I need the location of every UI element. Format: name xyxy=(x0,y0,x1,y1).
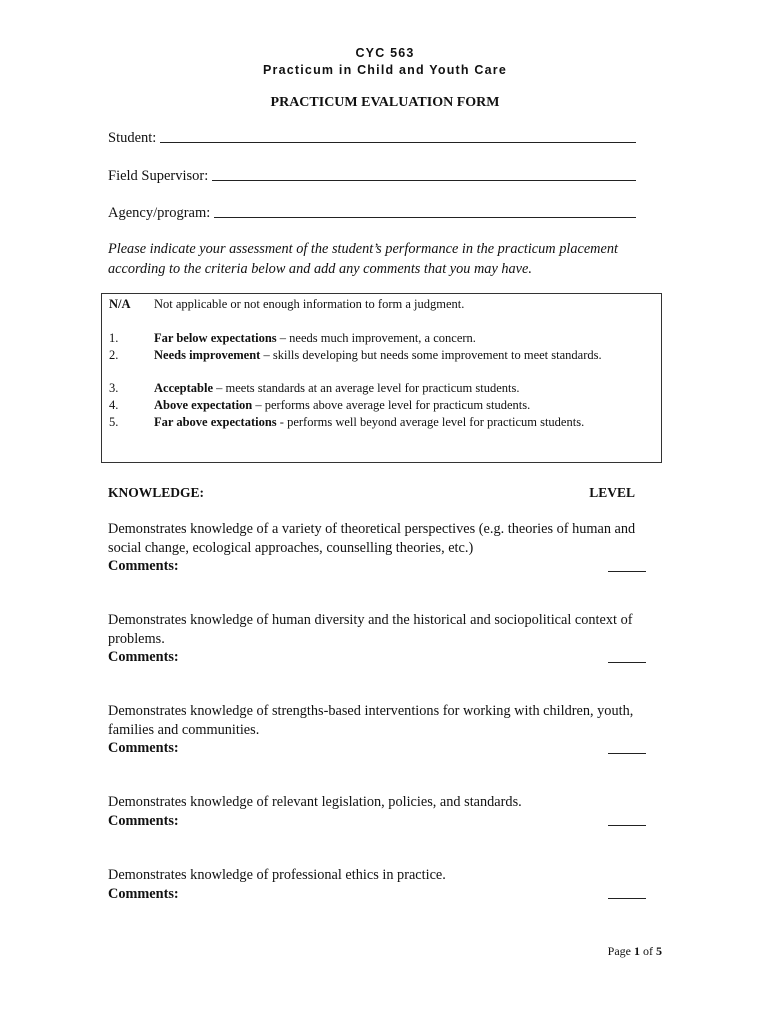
item-text: Demonstrates knowledge of relevant legislation, policies, and standards. xyxy=(108,794,522,810)
agency-program-label: Agency/program: xyxy=(108,205,211,221)
scale-row-5 xyxy=(109,414,624,431)
page-number xyxy=(608,944,662,959)
page-total: 5 xyxy=(656,944,662,958)
comments-label: Comments: xyxy=(108,558,179,574)
level-input-line[interactable] xyxy=(608,825,646,826)
knowledge-item-4 xyxy=(108,793,660,830)
form-title: PRACTICUM EVALUATION FORM xyxy=(270,95,500,110)
item-text: Demonstrates knowledge of a variety of theoretical perspectives (e.g. theories of human and social change, ecological approaches, counselling theories, etc.) xyxy=(108,521,636,556)
rating-scale-legend xyxy=(101,293,662,463)
scale-key: 2. xyxy=(109,348,119,362)
agency-program-field xyxy=(108,203,636,222)
of-word: of xyxy=(643,944,653,958)
scale-key: 5. xyxy=(109,415,119,429)
level-input-line[interactable] xyxy=(608,662,646,663)
level-input-line[interactable] xyxy=(608,898,646,899)
item-text: Demonstrates knowledge of professional ethics in practice. xyxy=(108,867,446,883)
scale-desc: - performs well beyond average level for practicum students. xyxy=(276,415,585,429)
item-text: Demonstrates knowledge of strengths-based interventions for working with children, youth, families and communities. xyxy=(108,703,634,738)
scale-key: N/A xyxy=(109,297,131,311)
knowledge-item-5 xyxy=(108,866,660,903)
field-supervisor-label: Field Supervisor: xyxy=(108,168,209,184)
instructions: Please indicate your assessment of the student’s performance in the practicum placement according to the criteria below and add any comments that you may have. xyxy=(108,241,618,277)
scale-text: Not applicable or not enough information to form a judgment. xyxy=(154,297,465,311)
scale-row-2 xyxy=(109,347,624,364)
scale-desc: – performs above average level for practicum students. xyxy=(252,398,531,412)
scale-text xyxy=(154,330,624,347)
scale-row-4 xyxy=(109,397,624,414)
field-supervisor-field xyxy=(108,166,636,185)
comments-label: Comments: xyxy=(108,740,179,756)
scale-term: Acceptable xyxy=(154,381,214,395)
scale-row-na xyxy=(109,296,624,313)
scale-desc: – skills developing but needs some improvement to meet standards. xyxy=(260,348,602,362)
field-supervisor-input-line[interactable] xyxy=(212,166,636,181)
scale-key: 3. xyxy=(109,381,119,395)
page-word: Page xyxy=(607,944,631,958)
scale-desc: – needs much improvement, a concern. xyxy=(276,331,476,345)
student-input-line[interactable] xyxy=(160,128,636,143)
comments-label: Comments: xyxy=(108,649,179,665)
comments-label: Comments: xyxy=(108,812,179,829)
page-current: 1 xyxy=(634,944,640,958)
level-input-line[interactable] xyxy=(608,753,646,754)
level-column-label: LEVEL xyxy=(589,485,635,500)
student-label: Student: xyxy=(108,130,157,146)
scale-text xyxy=(154,414,624,431)
scale-row-3 xyxy=(109,380,624,397)
knowledge-item-2 xyxy=(108,611,660,667)
item-text: Demonstrates knowledge of human diversity and the historical and sociopolitical context of problems. xyxy=(108,612,633,647)
scale-term: Above expectation xyxy=(154,398,253,412)
scale-key: 4. xyxy=(109,398,119,412)
knowledge-section-header xyxy=(108,485,635,501)
section-title: KNOWLEDGE: xyxy=(108,485,205,500)
agency-program-input-line[interactable] xyxy=(214,203,636,218)
knowledge-item-3 xyxy=(108,702,660,758)
scale-desc: – meets standards at an average level for practicum students. xyxy=(213,381,520,395)
scale-row-1 xyxy=(109,330,624,347)
knowledge-item-1 xyxy=(108,520,660,576)
scale-term: Far above expectations xyxy=(154,415,277,429)
course-code: CYC 563 xyxy=(355,46,415,60)
scale-text xyxy=(154,347,624,364)
scale-text xyxy=(154,397,624,414)
scale-term: Needs improvement xyxy=(154,348,261,362)
comments-label: Comments: xyxy=(108,885,179,902)
scale-key: 1. xyxy=(109,331,119,345)
course-name: Practicum in Child and Youth Care xyxy=(262,63,508,77)
scale-text xyxy=(154,380,624,397)
student-field xyxy=(108,128,636,147)
scale-term: Far below expectations xyxy=(154,331,277,345)
level-input-line[interactable] xyxy=(608,571,646,572)
